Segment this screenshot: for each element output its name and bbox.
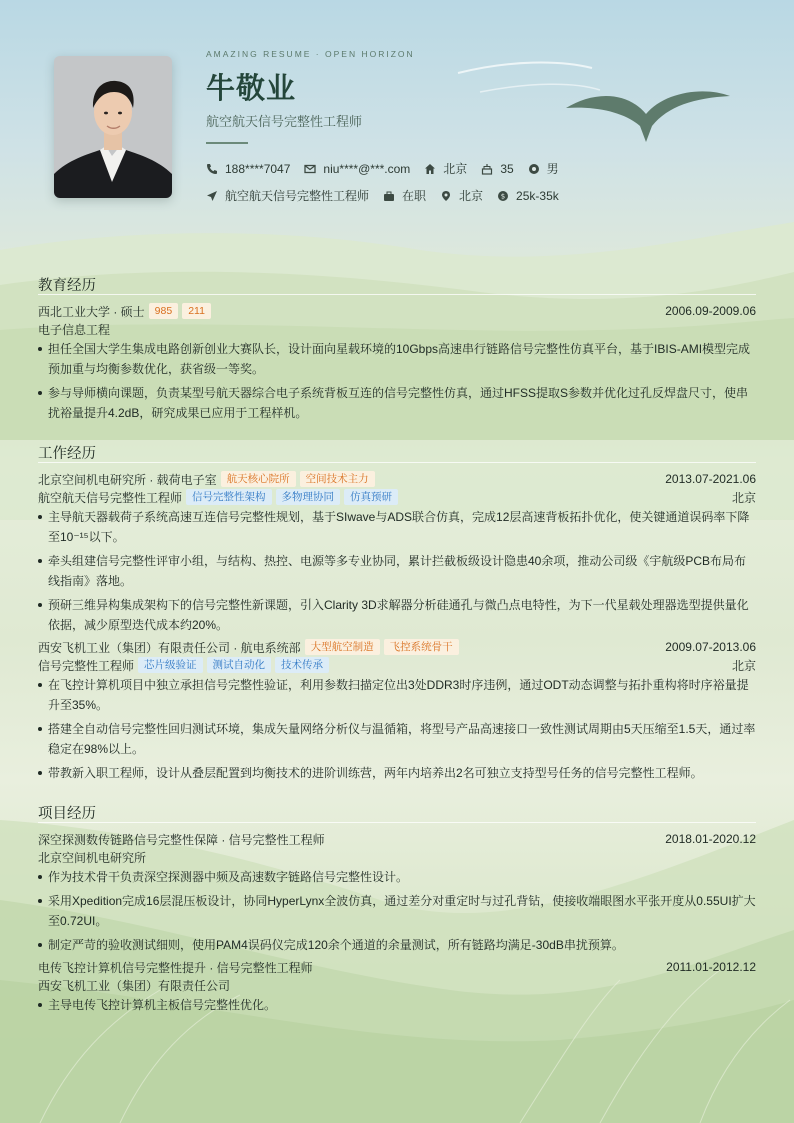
project-name: 深空探测数传链路信号完整性保障 · 信号完整性工程师 bbox=[38, 832, 325, 847]
date-range: 2013.07-2021.06 bbox=[665, 472, 756, 486]
mail-icon bbox=[304, 163, 316, 175]
bullet-item: 主导航天器载荷子系统高速互连信号完整性规划，基于SIwave与ADS联合仿真，完成12层高速背板拓扑优化，使关键通道误码率下降至10⁻¹⁵以下。 bbox=[38, 507, 756, 547]
company-dept: 北京空间机电研究所 · 载荷电子室 bbox=[38, 472, 217, 487]
phone-icon bbox=[206, 163, 218, 175]
work-entry bbox=[38, 638, 756, 787]
section-divider bbox=[38, 822, 756, 823]
bullet-item: 在飞控计算机项目中独立承担信号完整性验证，利用参数扫描定位出3处DDR3时序违例，通过ODT动态调整与拓扑重构将时序裕量提升至35%。 bbox=[38, 675, 756, 715]
intent-city-item bbox=[440, 187, 483, 204]
bullet-item: 主导电传飞控计算机主板信号完整性优化。 bbox=[38, 995, 756, 1015]
location: 北京 bbox=[731, 490, 756, 505]
svg-text:$: $ bbox=[500, 192, 506, 201]
skill-tag: 仿真预研 bbox=[344, 489, 398, 505]
home-icon bbox=[424, 163, 436, 175]
briefcase-icon bbox=[383, 190, 395, 202]
tag: 211 bbox=[182, 303, 211, 319]
bullet-item: 担任全国大学生集成电路创新创业大赛队长，设计面向星载环境的10Gbps高速串行链路信号完整性仿真平台，基于IBIS-AMI模型完成预加重与均衡参数优化，获省级一等奖。 bbox=[38, 339, 756, 379]
bullet-item: 作为技术骨干负责深空探测器中频及高速数字链路信号完整性设计。 bbox=[38, 867, 756, 887]
project-entry bbox=[38, 958, 756, 1019]
candidate-name: 牛敬业 bbox=[206, 73, 297, 105]
company-dept: 西安飞机工业（集团）有限责任公司 · 航电系统部 bbox=[38, 640, 301, 655]
project-org: 西安飞机工业（集团）有限责任公司 bbox=[38, 978, 231, 993]
email-item bbox=[304, 162, 410, 176]
city-item bbox=[424, 160, 467, 177]
date-range: 2009.07-2013.06 bbox=[665, 640, 756, 654]
age-text: 35 bbox=[500, 161, 514, 176]
project-name: 电传飞控计算机信号完整性提升 · 信号完整性工程师 bbox=[38, 960, 313, 975]
intent-city-text: 北京 bbox=[459, 189, 484, 203]
bullet-item: 预研三维异构集成架构下的信号完整性新课题，引入Clarity 3D求解器分析硅通孔与微凸点电特性，为下一代星载处理器选型提供量化依据，减少原型迭代成本约20%。 bbox=[38, 595, 756, 635]
tag: 飞控系统骨干 bbox=[384, 639, 459, 655]
salary-icon bbox=[497, 190, 509, 202]
section-divider bbox=[38, 294, 756, 295]
avatar bbox=[54, 56, 172, 198]
education-entry bbox=[38, 302, 756, 427]
tag: 大型航空制造 bbox=[305, 639, 380, 655]
email-text: niu****@***.com bbox=[323, 161, 411, 176]
date-range: 2011.01-2012.12 bbox=[666, 960, 756, 974]
divider bbox=[206, 142, 248, 144]
section-title-projects: 项目经历 bbox=[38, 806, 96, 822]
phone-text: 188****7047 bbox=[225, 161, 291, 176]
bullet-item: 搭建全自动信号完整性回归测试环境，集成矢量网络分析仪与温循箱，将型号产品高速接口一致性测试周期由5天压缩至1.5天，通过率稳定在98%以上。 bbox=[38, 719, 756, 759]
skill-tag: 测试自动化 bbox=[207, 657, 272, 673]
bullet-item: 采用Xpedition完成16层混压板设计，协同HyperLynx全波仿真，通过差分对重定时与过孔背钻，使接收端眼图水平张开度从0.55UI扩大至0.72UI。 bbox=[38, 891, 756, 931]
skill-tag: 芯片级验证 bbox=[138, 657, 203, 673]
age-item bbox=[481, 162, 513, 176]
school-degree: 西北工业大学 · 硕士 bbox=[38, 304, 145, 319]
skill-tag: 信号完整性架构 bbox=[186, 489, 272, 505]
date-range: 2018.01-2020.12 bbox=[665, 832, 756, 846]
project-entry bbox=[38, 830, 756, 959]
send-icon bbox=[206, 190, 218, 202]
phone-item bbox=[206, 162, 290, 176]
section-divider bbox=[38, 462, 756, 463]
job-title: 航空航天信号完整性工程师 bbox=[206, 114, 363, 129]
section-title-education: 教育经历 bbox=[38, 278, 96, 294]
tag: 空间技术主力 bbox=[300, 471, 375, 487]
bullet-item: 参与导师横向课题，负责某型号航天器综合电子系统背板互连的信号完整性仿真，通过HFSS提取S参数并优化过孔反焊盘尺寸，使串扰裕量提升4.2dB，研究成果已应用于工程样机。 bbox=[38, 383, 756, 423]
gender-text: 男 bbox=[546, 162, 559, 176]
location: 北京 bbox=[731, 658, 756, 673]
city-text: 北京 bbox=[443, 162, 468, 176]
skill-tag: 技术传承 bbox=[275, 657, 329, 673]
intent-row bbox=[206, 187, 573, 204]
gender-item bbox=[528, 160, 559, 177]
skill-tag: 多物理协同 bbox=[276, 489, 341, 505]
intent-job-item bbox=[206, 187, 369, 204]
gender-icon bbox=[528, 163, 540, 175]
tag: 985 bbox=[149, 303, 179, 319]
project-org: 北京空间机电研究所 bbox=[38, 850, 147, 865]
role: 航空航天信号完整性工程师 bbox=[38, 490, 183, 505]
tagline: AMAZING RESUME · OPEN HORIZON bbox=[206, 49, 415, 59]
role: 信号完整性工程师 bbox=[38, 658, 135, 673]
major: 电子信息工程 bbox=[38, 322, 111, 337]
section-title-work: 工作经历 bbox=[38, 446, 96, 462]
tag: 航天核心院所 bbox=[221, 471, 296, 487]
bullet-item: 制定严苛的验收测试细则，使用PAM4误码仪完成120余个通道的余量测试，所有链路均满足-30dB串扰预算。 bbox=[38, 935, 756, 955]
salary-text: 25k-35k bbox=[516, 188, 559, 203]
bullet-item: 牵头组建信号完整性评审小组，与结构、热控、电源等多专业协同，累计拦截板级设计隐患40余项，推动公司级《宇航级PCB布局布线指南》落地。 bbox=[38, 551, 756, 591]
intent-job-text: 航空航天信号完整性工程师 bbox=[225, 189, 370, 203]
work-entry bbox=[38, 470, 756, 639]
date-range: 2006.09-2009.06 bbox=[665, 304, 756, 318]
age-icon bbox=[481, 163, 493, 175]
location-icon bbox=[440, 190, 452, 202]
salary-item bbox=[497, 189, 559, 203]
status-text: 在职 bbox=[402, 189, 427, 203]
contact-row bbox=[206, 160, 573, 177]
status-item bbox=[383, 187, 426, 204]
bullet-item: 带教新入职工程师，设计从叠层配置到均衡技术的进阶训练营，两年内培养出2名可独立支持型号任务的信号完整性工程师。 bbox=[38, 763, 756, 783]
